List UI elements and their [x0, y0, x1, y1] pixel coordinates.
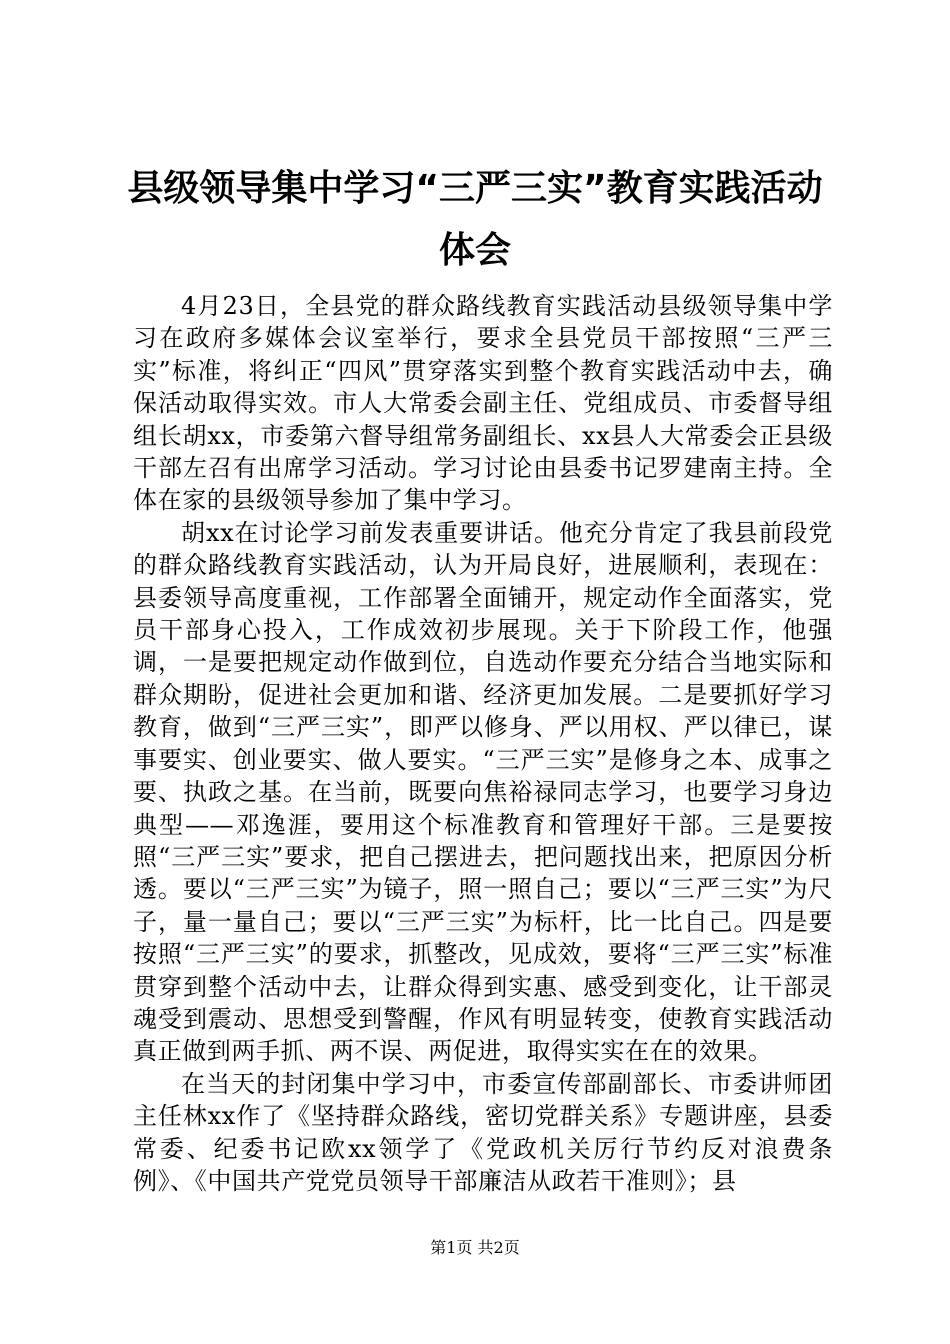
paragraph-2: 胡xx在讨论学习前发表重要讲话。他充分肯定了我县前段党的群众路线教育实践活动，认为开局良好，进展顺利，表现在：县委领导高度重视，工作部署全面铺开，规定动作全面落实，党员干部身心投入，工作成效初步展现。关于下阶段工作，他强调，一是要把规定动作做到位，自选动作要充分结合当地实际和群众期盼，促进社会更加和谐、经济更加发展。二是要抓好学习教育，做到“三严三实”，即严以修身、严以用权、严以律已，谋事要实、创业要实、做人要实。“三严三实”是修身之本、成事之要、执政之基。在当前，既要向焦裕禄同志学习，也要学习身边典型——邓逸涯，要用这个标准教育和管理好干部。三是要按照“三严三实”要求，把自己摆进去，把问题找出来，把原因分析透。要以“三严三实”为镜子，照一照自己；要以“三严三实”为尺子，量一量自己；要以“三严三实”为标杆，比一比自己。四是要按照“三严三实”的要求，抓整改，见成效，要将“三严三实”标准贯穿到整个活动中去，让群众得到实惠、感受到变化，让干部灵魂受到震动、思想受到警醒，作风有明显转变，使教育实践活动真正做到两手抓、两不误、两促进，取得实实在在的效果。	[133, 518, 833, 1066]
title-line-1: 县级领导集中学习“三严三实”教育实践活动	[127, 168, 823, 209]
paragraph-3: 在当天的封闭集中学习中，市委宣传部副部长、市委讲师团主任林xx作了《坚持群众路线，密切党群关系》专题讲座，县委常委、纪委书记欧xx领学了《党政机关厉行节约反对浪费条例》、《中国共产党党员领导干部廉洁从政若干准则》；县	[133, 1069, 833, 1195]
paragraph-1: 4月23日，全县党的群众路线教育实践活动县级领导集中学习在政府多媒体会议室举行，要求全县党员干部按照“三严三实”标准，将纠正“四风”贯穿落实到整个教育实践活动中去，确保活动取得实效。市人大常委会副主任、党组成员、市委督导组组长胡xx，市委第六督导组常务副组长、xx县人大常委会正县级干部左召有出席学习活动。学习讨论由县委书记罗建南主持。全体在家的县级领导参加了集中学习。	[133, 292, 833, 515]
title-line-2: 体会	[438, 230, 511, 271]
document-title	[110, 158, 840, 282]
document-body	[133, 290, 833, 1197]
page-number-footer: 第1页 共2页	[430, 1238, 520, 1257]
